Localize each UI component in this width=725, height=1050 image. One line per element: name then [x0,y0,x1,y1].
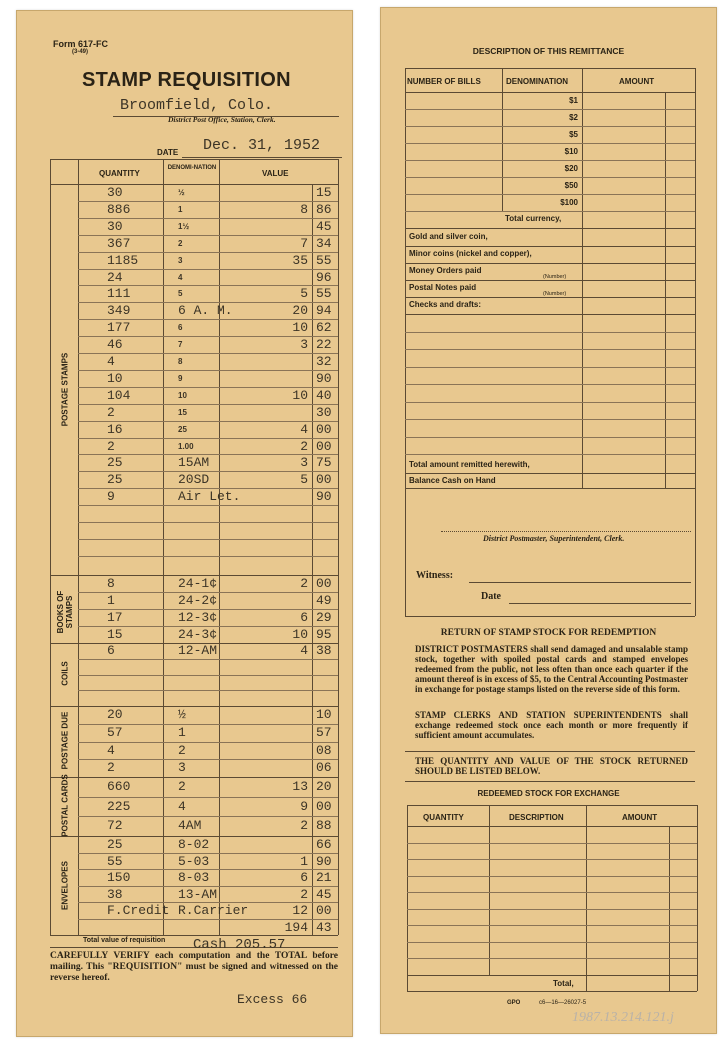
quantity-cell: 72 [107,818,123,834]
dollars-cell: 1 [300,853,308,869]
section-books-of-stamps: BOOKS OF STAMPS [56,590,74,634]
quantity-cell: 111 [107,286,131,302]
row-rule [407,925,697,926]
cents-cell: 06 [316,760,332,776]
total-label: Total value of requisition [83,937,166,944]
dollars-cell: 2 [300,438,308,454]
dollars-cell: 13 [292,779,308,794]
row-rule [78,539,338,540]
cents-cell: 62 [316,320,332,336]
quantity-cell: 24 [107,269,123,285]
cents-cell: 22 [316,337,332,353]
date-label-right: Date [481,591,501,602]
dollars-cell: 10 [292,387,308,403]
row-rule [405,437,695,438]
denomination-value: $50 [564,181,578,190]
denomination-cell: 13-AM [178,886,218,902]
denomination-cell: Air Let. [178,489,241,505]
denomination-cell: 15AM [178,455,210,471]
cents-cell: 90 [316,370,332,386]
form-title: STAMP REQUISITION [82,69,291,91]
form-revision: (3-49) [72,49,89,55]
denomination-cell: 1.00 [178,441,194,451]
quantity-cell: 2 [107,404,115,420]
dollars-cell: 3 [300,337,308,353]
verify-instructions: CAREFULLY VERIFY each computation and the TOTAL before mailing. This "REQUISITION" must be signed and witnessed on the reverse hereof. [50,951,338,983]
cents-cell: 90 [316,853,332,869]
signature-caption: District Postmaster, Superintendent, Clerk. [483,534,625,543]
cents-cell: 86 [316,201,332,217]
quantity-cell: 9 [107,489,115,505]
quantity-cell: 2 [107,760,115,776]
quantity-cell: 15 [107,627,123,642]
quantity-cell: 367 [107,235,131,251]
quantity-cell: 16 [107,421,123,437]
cents-cell: 21 [316,870,332,885]
denomination-cell: 5 [178,289,183,299]
dollars-cell: 2 [300,576,308,591]
denomination-value: $100 [560,198,578,207]
cents-cell: 30 [316,404,332,420]
denomination-cell: 1½ [178,221,190,231]
denomination-header-right: DENOMINATION [506,77,569,86]
cents-cell: 00 [316,798,332,814]
row-rule [407,859,697,860]
denomination-cell: 4AM [178,818,202,834]
remittance-title: DESCRIPTION OF THIS REMITTANCE [472,46,625,56]
row-rule [405,454,695,455]
denomination-header: DENOMI-NATION [167,165,217,171]
quantity-header: QUANTITY [99,169,140,178]
row-rule [405,109,695,110]
return-paragraph-1: DISTRICT POSTMASTERS shall send damaged and unsalable stamp stock, together with spoiled postal cards and stamped envelopes redeemed from the public, not less often than once each quarter if the amount thereof is in excess of $5, to the Central Accounting Postmaster in exchange for postage stamps listed on the reverse side of this form. [415,644,688,694]
row-rule [405,211,695,212]
postal-notes-label: Postal Notes paid [409,283,477,292]
quantity-cell: 20 [107,707,123,722]
section-coils: COILS [60,661,70,686]
value-header: VALUE [262,169,289,178]
redeemed-title: REDEEMED STOCK FOR EXCHANGE [477,789,620,798]
dollars-cell: 194 [284,919,308,935]
quantity-cell: 38 [107,886,123,902]
cents-cell: 00 [316,576,332,591]
quantity-cell: 25 [107,472,123,488]
row-rule [405,419,695,420]
date-value: Dec. 31, 1952 [203,137,321,154]
cents-cell: 94 [316,303,332,319]
form-number: Form 617-FC [53,39,109,49]
catalog-number: 1987.13.214.121.j [572,1010,674,1025]
denomination-cell: 7 [178,340,183,350]
total-remitted-label: Total amount remitted herewith, [409,460,530,469]
office-name: Broomfield, Colo. [120,97,274,114]
row-rule [78,742,338,743]
dollars-cell: 2 [300,886,308,902]
quantity-cell: 1185 [107,252,139,268]
row-rule [407,876,697,877]
row-rule [78,522,338,523]
denomination-cell: 2 [178,742,186,758]
dollars-cell: 4 [300,421,308,437]
row-rule [405,177,695,178]
denomination-cell: 4 [178,798,186,814]
stamp-requisition-form [16,10,353,1037]
denomination-cell: ½ [178,188,185,197]
denomination-cell: 5-03 [178,853,210,869]
office-caption: District Post Office, Station, Clerk. [168,115,276,124]
denomination-cell: 3 [178,255,183,265]
redeemed-description-header: DESCRIPTION [509,813,564,822]
dollars-cell: 35 [292,252,308,268]
quantity-cell: 8 [107,576,115,591]
row-rule [405,194,695,195]
cash-amount: Cash 205.57 [193,937,286,953]
row-rule [405,332,695,333]
gold-silver-label: Gold and silver coin, [409,232,488,241]
row-rule [407,843,697,844]
row-rule [405,143,695,144]
quantity-cell: F.Credit [107,903,170,918]
row-rule [78,438,338,439]
remittance-form [380,7,717,1034]
denomination-cell: 2 [178,238,183,248]
cents-cell: 34 [316,235,332,251]
number-note-2: (Number) [543,291,567,297]
cents-cell: 38 [316,643,332,658]
section-postal-cards: POSTAL CARDS [60,774,70,837]
quantity-cell: 57 [107,724,123,740]
cents-cell: 20 [316,779,332,794]
denomination-cell: 3 [178,760,186,776]
row-rule [78,759,338,760]
quantity-cell: 46 [107,337,123,353]
section-envelopes: ENVELOPES [60,861,70,910]
cents-cell: 40 [316,387,332,403]
denomination-cell: 9 [178,373,183,383]
cents-cell: 00 [316,903,332,918]
dollars-cell: 2 [300,818,308,834]
quantity-cell: 4 [107,354,115,369]
cents-cell: 90 [316,489,332,505]
row-rule [405,384,695,385]
quantity-cell: 6 [107,643,115,658]
row-rule [407,892,697,893]
dollars-cell: 6 [300,610,308,625]
denomination-cell: R.Carrier [178,903,249,918]
quantity-cell: 55 [107,853,123,869]
quantity-cell: 10 [107,370,123,386]
dollars-cell: 12 [292,903,308,918]
cents-cell: 95 [316,627,332,642]
row-rule [78,675,338,676]
gpo-label: GPO [507,1000,521,1006]
date-label: DATE [157,148,179,157]
denomination-cell: 8-02 [178,837,210,852]
dollars-cell: 3 [300,455,308,471]
quantity-cell: 30 [107,218,123,234]
quantity-note: THE QUANTITY AND VALUE OF THE STOCK RETURNED SHOULD BE LISTED BELOW. [415,756,688,776]
checks-drafts-label: Checks and drafts: [409,300,482,309]
cents-cell: 00 [316,438,332,454]
cents-cell: 10 [316,707,332,722]
section-postage-due: POSTAGE DUE [60,711,70,770]
denomination-value: $10 [564,147,578,156]
denomination-cell: 24-2¢ [178,593,218,608]
row-rule [78,690,338,691]
row-rule [405,402,695,403]
cents-cell: 00 [316,421,332,437]
row-rule [407,958,697,959]
quantity-cell: 25 [107,455,123,471]
amount-header: AMOUNT [619,77,655,86]
quantity-cell: 349 [107,303,131,319]
row-rule [78,404,338,405]
cents-cell: 66 [316,837,332,852]
dollars-cell: 8 [300,201,308,217]
denomination-cell: 1 [178,204,183,214]
cents-cell: 55 [316,252,332,268]
dollars-cell: 6 [300,870,308,885]
row-rule [407,909,697,910]
cents-cell: 00 [316,472,332,488]
denomination-cell: 8-03 [178,870,210,885]
denomination-cell: 8 [178,357,183,366]
row-rule [78,353,338,354]
cents-cell: 15 [316,185,332,200]
denomination-cell: 2 [178,779,186,794]
denomination-cell: 6 A. M. [178,303,233,319]
denomination-cell: 10 [178,390,187,400]
balance-cash-label: Balance Cash on Hand [409,476,496,485]
dollars-cell: 10 [292,320,308,336]
dollars-cell: 5 [300,286,308,302]
cents-cell: 55 [316,286,332,302]
cents-cell: 57 [316,724,332,740]
denomination-cell: 12-AM [178,643,218,658]
redeemed-amount-header: AMOUNT [622,813,658,822]
denomination-cell: 20SD [178,472,210,488]
row-rule [405,160,695,161]
quantity-cell: 4 [107,742,115,758]
return-title: RETURN OF STAMP STOCK FOR REDEMPTION [440,628,657,638]
denomination-value: $20 [564,164,578,173]
quantity-cell: 886 [107,201,131,217]
denomination-cell: 4 [178,272,183,282]
row-rule [78,556,338,557]
cents-cell: 88 [316,818,332,834]
row-rule [78,659,338,660]
quantity-cell: 2 [107,438,115,454]
cents-cell: 45 [316,218,332,234]
cents-cell: 75 [316,455,332,471]
dollars-cell: 9 [300,798,308,814]
redeemed-total-label: Total, [553,979,574,988]
denomination-value: $5 [569,130,578,139]
denomination-cell: 24-3¢ [178,627,218,642]
dollars-cell: 7 [300,235,308,251]
cents-cell: 32 [316,354,332,369]
quantity-cell: 225 [107,798,131,814]
denomination-value: $2 [569,113,578,122]
denomination-cell: ½ [178,707,186,722]
quantity-cell: 17 [107,610,123,625]
section-postage-stamps: POSTAGE STAMPS [60,352,70,427]
cents-cell: 08 [316,742,332,758]
minor-coins-label: Minor coins (nickel and copper), [409,249,532,258]
dollars-cell: 5 [300,472,308,488]
quantity-cell: 660 [107,779,131,794]
denomination-cell: 24-1¢ [178,576,218,591]
return-paragraph-2: STAMP CLERKS AND STATION SUPERINTENDENTS shall exchange redeemed stock once each month or more frequently if sufficient amount accumulates. [415,710,688,740]
quantity-cell: 150 [107,870,131,885]
money-orders-label: Money Orders paid [409,266,482,275]
row-rule [405,349,695,350]
dollars-cell: 20 [292,303,308,319]
denomination-cell: 15 [178,407,187,417]
excess-amount: Excess 66 [237,992,308,1007]
denomination-cell: 12-3¢ [178,610,218,625]
witness-label: Witness: [416,570,454,581]
denomination-cell: 1 [178,724,186,740]
redeemed-quantity-header: QUANTITY [423,813,464,822]
dollars-cell: 4 [300,643,308,658]
cents-cell: 49 [316,593,332,608]
quantity-cell: 25 [107,837,123,852]
number-note-1: (Number) [543,274,567,280]
quantity-cell: 30 [107,185,123,200]
row-rule [78,505,338,506]
quantity-cell: 104 [107,387,131,403]
row-rule [405,367,695,368]
total-currency-label: Total currency, [505,214,562,223]
gpo-number: c6—16—26027-5 [539,1000,587,1006]
row-rule [407,942,697,943]
cents-cell: 96 [316,269,332,285]
row-rule [405,126,695,127]
bills-header: NUMBER OF BILLS [407,77,481,86]
cents-cell: 45 [316,886,332,902]
denomination-cell: 6 [178,323,183,333]
cents-cell: 29 [316,610,332,625]
denomination-value: $1 [569,96,578,105]
dollars-cell: 10 [292,627,308,642]
quantity-cell: 1 [107,593,115,608]
quantity-cell: 177 [107,320,131,336]
cents-cell: 43 [316,919,332,935]
denomination-cell: 25 [178,424,187,434]
